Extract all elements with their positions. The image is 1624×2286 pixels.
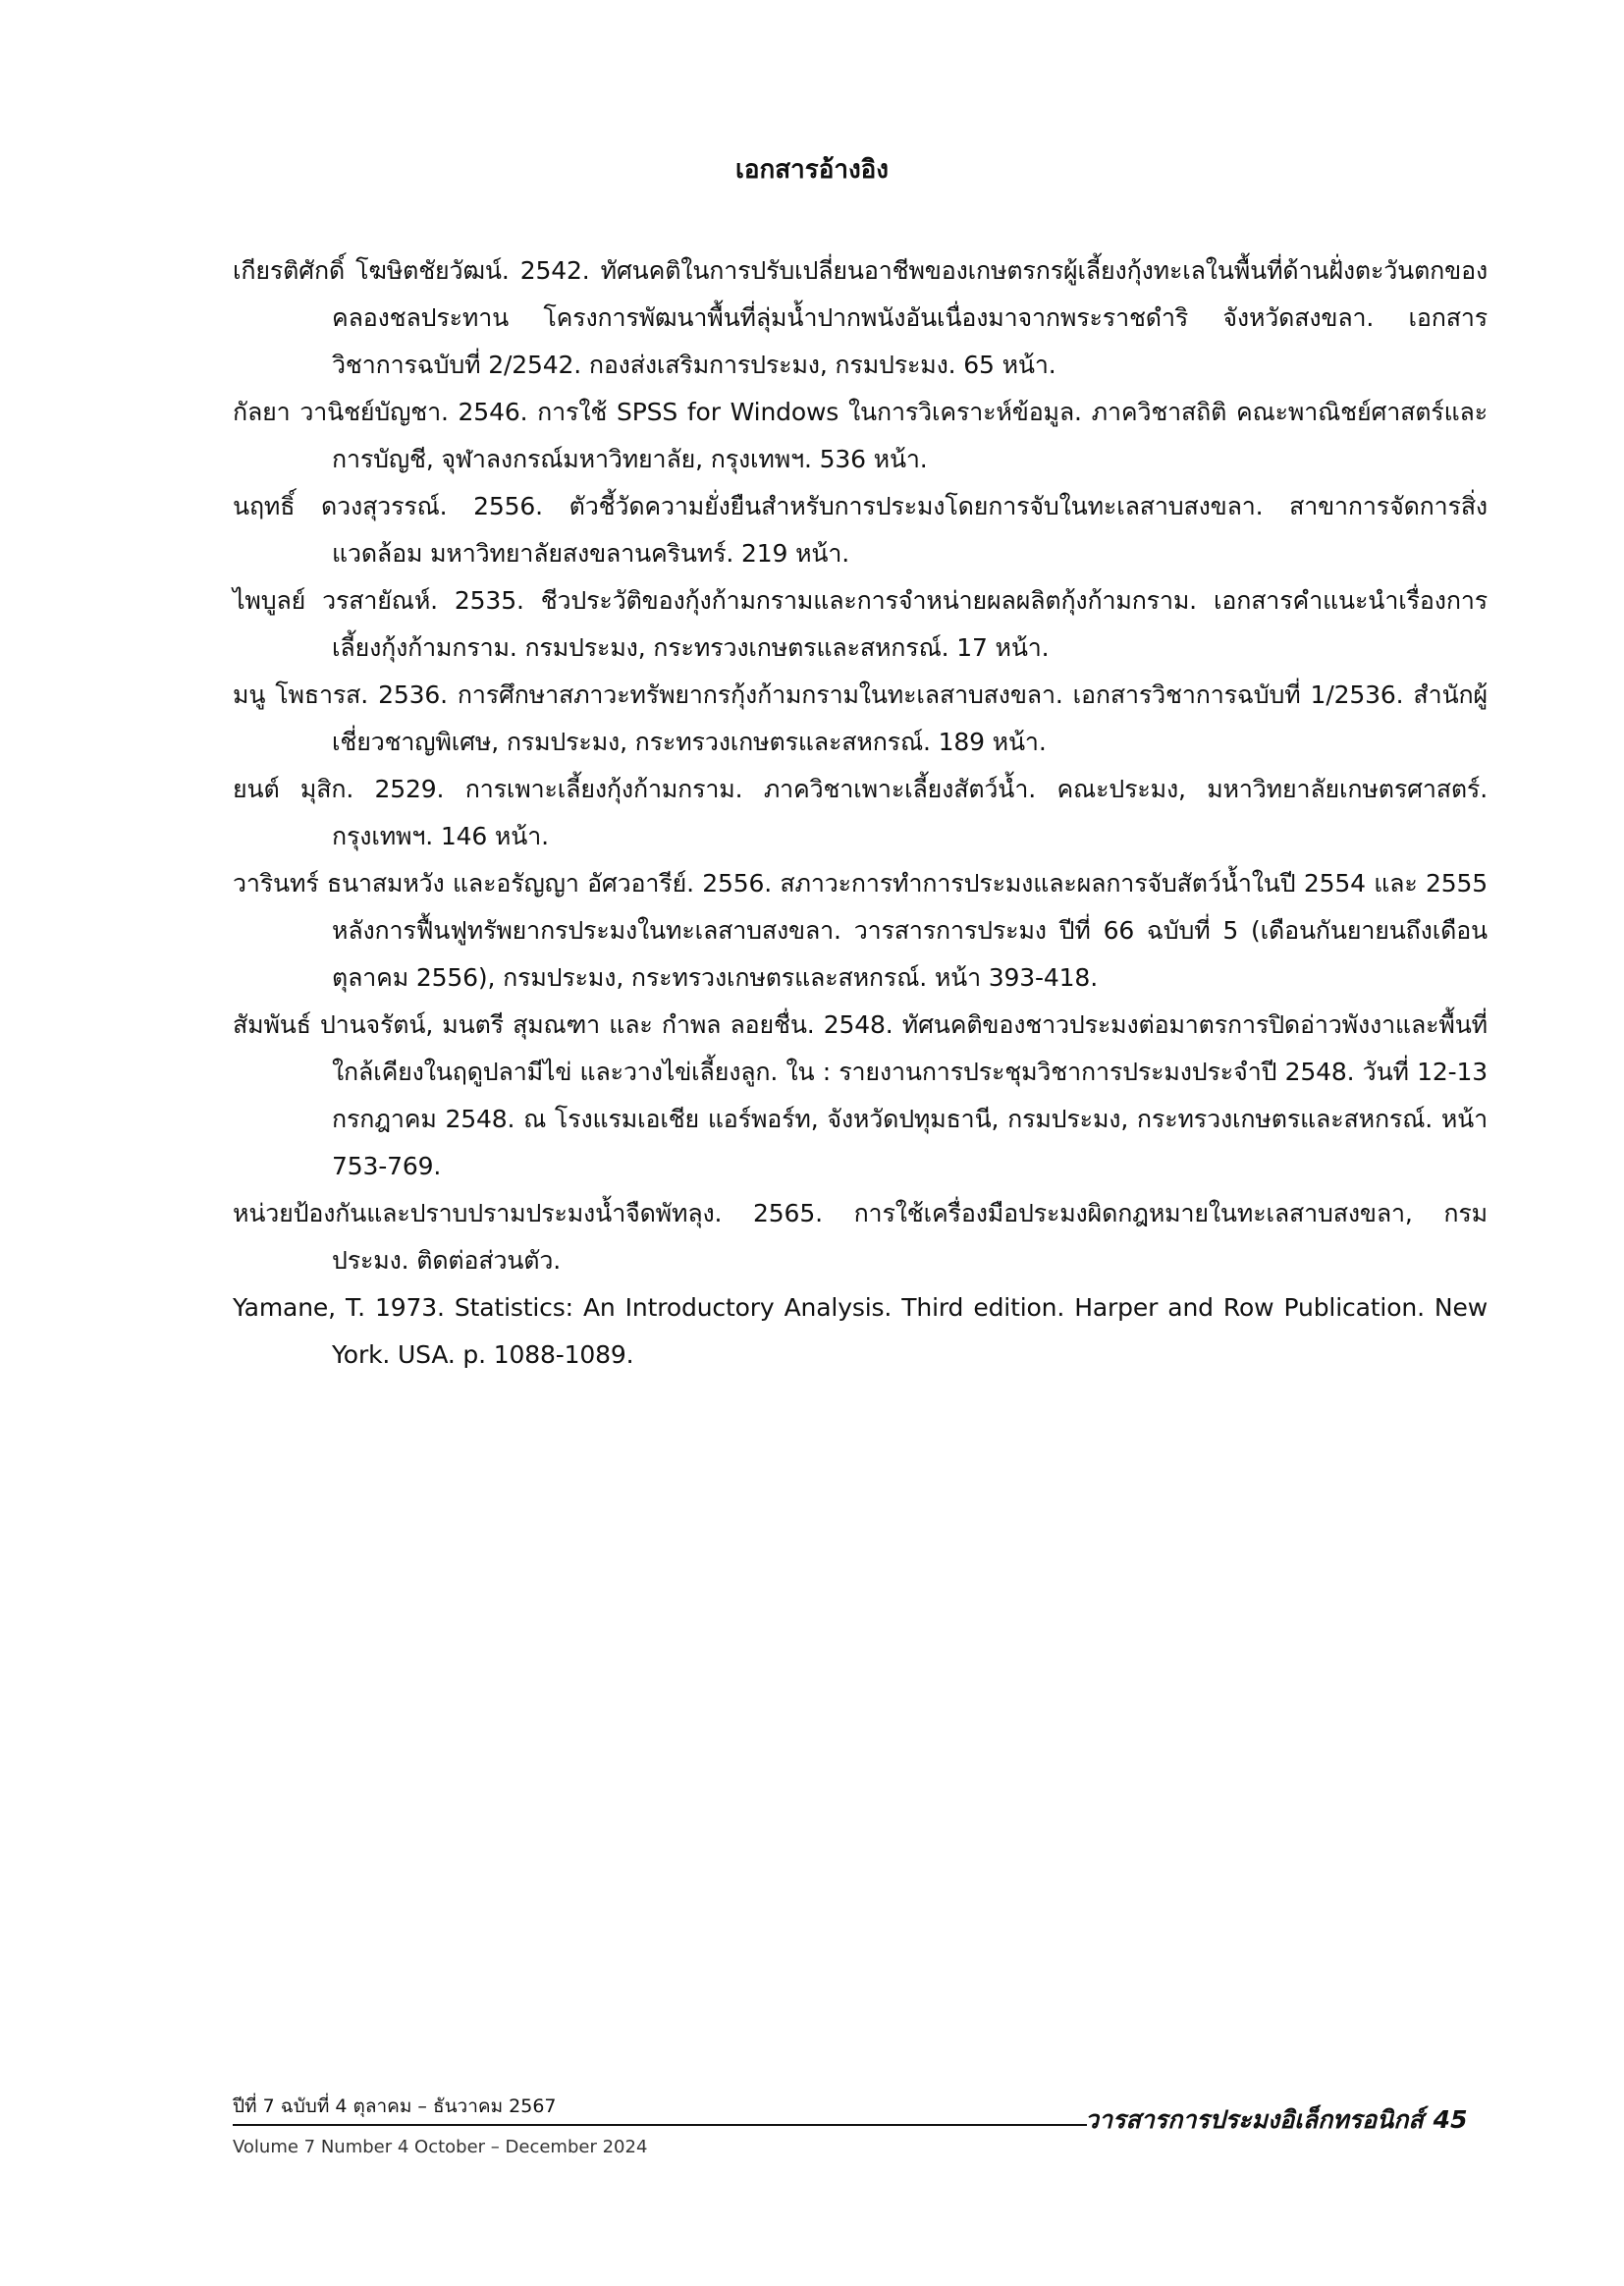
reference-item: วารินทร์ ธนาสมหวัง และอรัญญา อัศวอารีย์. 2556. สภาวะการทำการประมงและผลการจับสัตว์น้ำในปี 2554 และ 2555 หลังการฟื้นฟูทรัพยากรประมงในทะเลสาบสงขลา. วารสารการประมง ปีที่ 66 ฉบับที่ 5 (เดือนกันยายนถึงเดือนตุลาคม 2556), กรมประมง, กระทรวงเกษตรและสหกรณ์. หน้า 393-418.: [233, 869, 1488, 992]
reference-item: สัมพันธ์ ปานจรัตน์, มนตรี สุมณฑา และ กำพล ลอยชื่น. 2548. ทัศนคติของชาวประมงต่อมาตรการปิดอ่าวพังงาและพื้นที่ใกล้เคียงในฤดูปลามีไข่ และวางไข่เลี้ยงลูก. ใน : รายงานการประชุมวิชาการประมงประจำปี 2548. วันที่ 12-13 กรกฎาคม 2548. ณ โรงแรมเอเชีย แอร์พอร์ท, จังหวัดปทุมธานี, กรมประมง, กระทรวงเกษตรและสหกรณ์. หน้า 753-769.: [233, 1010, 1488, 1180]
reference-item: ไพบูลย์ วรสายัณห์. 2535. ชีวประวัติของกุ้งก้ามกรามและการจำหน่ายผลผลิตกุ้งก้ามกราม. เอกสารคำแนะนำเรื่องการเลี้ยงกุ้งก้ามกราม. กรมประมง, กระทรวงเกษตรและสหกรณ์. 17 หน้า.: [233, 586, 1488, 662]
reference-item: มนู โพธารส. 2536. การศึกษาสภาวะทรัพยากรกุ้งก้ามกรามในทะเลสาบสงขลา. เอกสารวิชาการฉบับที่ 1/2536. สำนักผู้เชี่ยวชาญพิเศษ, กรมประมง, กระทรวงเกษตรและสหกรณ์. 189 หน้า.: [233, 680, 1488, 756]
reference-item: ยนต์ มุสิก. 2529. การเพาะเลี้ยงกุ้งก้ามกราม. ภาควิชาเพาะเลี้ยงสัตว์น้ำ. คณะประมง, มหาวิทยาลัยเกษตรศาสตร์. กรุงเทพฯ. 146 หน้า.: [233, 775, 1488, 850]
reference-item: หน่วยป้องกันและปราบปรามประมงน้ำจืดพัทลุง. 2565. การใช้เครื่องมือประมงผิดกฎหมายในทะเลสาบสงขลา, กรมประมง. ติดต่อส่วนตัว.: [233, 1199, 1488, 1275]
footer-divider: [233, 2124, 1087, 2126]
footer-issue-thai: ปีที่ 7 ฉบับที่ 4 ตุลาคม – ธันวาคม 2567: [233, 2096, 557, 2117]
page-title: เอกสารอ้างอิง: [735, 155, 889, 185]
page-number: 45: [1433, 2105, 1468, 2134]
footer-journal: [1085, 2104, 1467, 2136]
reference-item: Yamane, T. 1973. Statistics: An Introductory Analysis. Third edition. Harper and Row Publication. New York. USA. p. 1088-1089.: [233, 1293, 1488, 1369]
reference-item: นฤทธิ์ ดวงสุวรรณ์. 2556. ตัวชี้วัดความยั่งยืนสำหรับการประมงโดยการจับในทะเลสาบสงขลา. สาขาการจัดการสิ่งแวดล้อม มหาวิทยาลัยสงขลานครินทร์. 219 หน้า.: [233, 492, 1488, 568]
reference-list: [233, 247, 1488, 1379]
reference-item: กัลยา วานิชย์บัญชา. 2546. การใช้ SPSS for Windows ในการวิเคราะห์ข้อมูล. ภาควิชาสถิติ คณะพาณิชย์ศาสตร์และการบัญชี, จุฬาลงกรณ์มหาวิทยาลัย, กรุงเทพฯ. 536 หน้า.: [233, 398, 1488, 473]
reference-item: เกียรติศักดิ์ โฆษิตชัยวัฒน์. 2542. ทัศนคติในการปรับเปลี่ยนอาชีพของเกษตรกรผู้เลี้ยงกุ้งทะเลในพื้นที่ด้านฝั่งตะวันตกของคลองชลประทาน โครงการพัฒนาพื้นที่ลุ่มน้ำปากพนังอันเนื่องมาจากพระราชดำริ จังหวัดสงขลา. เอกสารวิชาการฉบับที่ 2/2542. กองส่งเสริมการประมง, กรมประมง. 65 หน้า.: [233, 256, 1488, 379]
journal-name: วารสารการประมงอิเล็กทรอนิกส์: [1085, 2105, 1424, 2134]
footer-issue-english: Volume 7 Number 4 October – December 2024: [233, 2137, 648, 2157]
